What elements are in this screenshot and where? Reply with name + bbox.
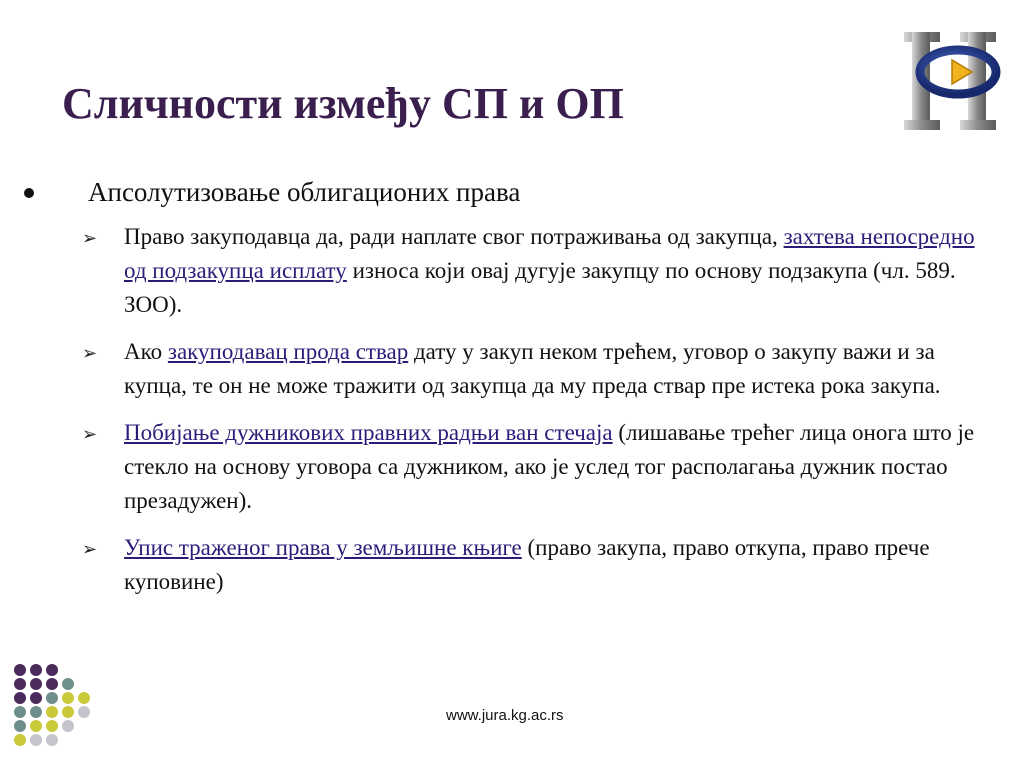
sub-bullet-item-4 [82, 531, 982, 599]
sub-bullet-list [82, 220, 982, 612]
dot [14, 734, 26, 746]
dot [46, 720, 58, 732]
dot [14, 678, 26, 690]
dot [14, 706, 26, 718]
chevron-right-icon: ➢ [82, 228, 98, 249]
item-link[interactable]: Упис траженог права у земљишне књиге [124, 535, 522, 560]
item-text: (лишавање трећег лица онога што је стекло на основу уговора са дужником, ако је услед тог располагања дужник постао презадужен). [124, 420, 975, 513]
dot [30, 678, 42, 690]
dot [62, 706, 74, 718]
faculty-logo-icon [900, 28, 1004, 136]
level1-text: Апсолутизовање облигационих права [88, 177, 521, 207]
dot [62, 678, 74, 690]
dot [46, 664, 58, 676]
item-text: дату у закуп неком трећем, уговор о закупу важи и за купца, те он не може тражити од закупца да му преда ствар пре истека рока закупа. [124, 339, 941, 398]
dot [14, 664, 26, 676]
item-link[interactable]: захтева непосредно од подзакупца исплату [124, 224, 975, 283]
dot [30, 664, 42, 676]
sub-bullet-item-3 [82, 416, 982, 518]
dot [46, 678, 58, 690]
slide-title: Сличности између СП и ОП [62, 79, 624, 128]
sub-bullet-item-1 [82, 220, 982, 322]
dot [46, 692, 58, 704]
dot [30, 706, 42, 718]
item-text: (право закупа, право откупа, право прече куповине) [124, 535, 930, 594]
chevron-right-icon: ➢ [82, 343, 98, 364]
footer-url: www.jura.kg.ac.rs [446, 707, 564, 724]
disc-bullet-icon [24, 188, 34, 198]
dot [46, 706, 58, 718]
dot [30, 720, 42, 732]
item-text: Право закуподавца да, ради наплате свог потраживања од закупца, [124, 224, 784, 249]
item-text: износа који овај дугује закупцу по основу подзакупа (чл. 589. ЗОО). [124, 258, 956, 317]
dot [62, 720, 74, 732]
sub-bullet-item-2 [82, 335, 982, 403]
item-text: Ако [124, 339, 168, 364]
dot [14, 720, 26, 732]
dot [78, 706, 90, 718]
item-link[interactable]: закуподавац прода ствар [167, 339, 409, 364]
dot [78, 692, 90, 704]
dot [30, 734, 42, 746]
item-link[interactable]: Побијање дужникових правних радњи ван стечаја [124, 420, 613, 445]
chevron-right-icon: ➢ [82, 424, 98, 445]
dot [30, 692, 42, 704]
dot [62, 692, 74, 704]
dot [14, 692, 26, 704]
chevron-right-icon: ➢ [82, 539, 98, 560]
dot [46, 734, 58, 746]
